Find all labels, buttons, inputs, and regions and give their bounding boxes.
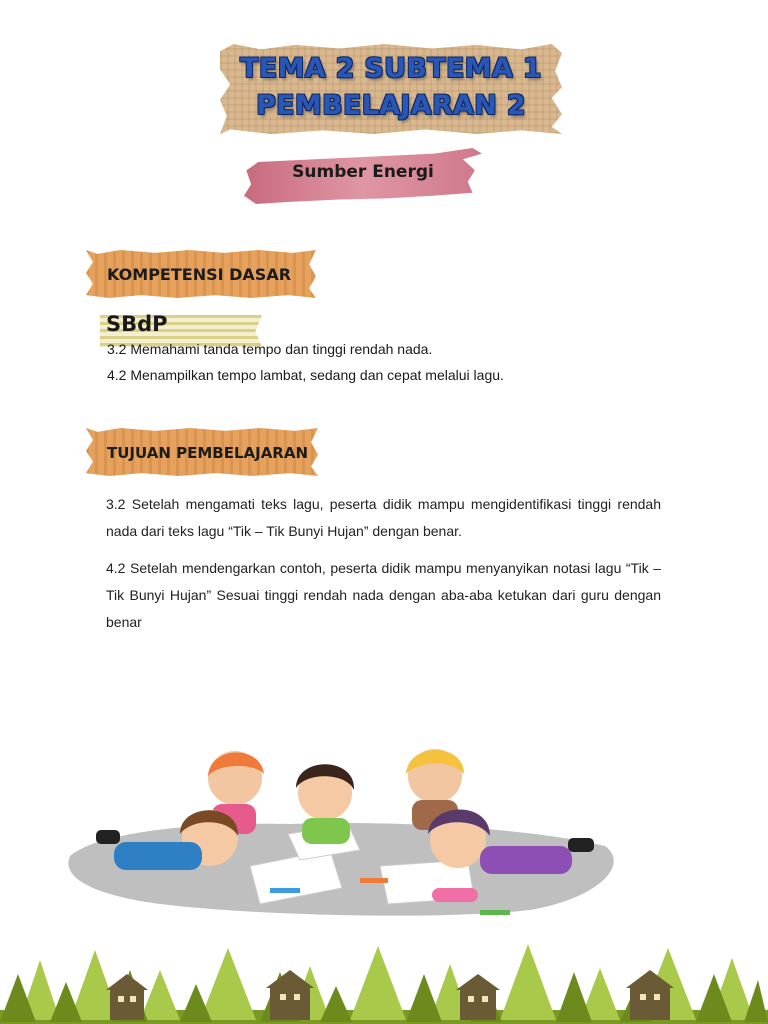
subject-tag: SBdP <box>106 312 168 336</box>
title-line-1: TEMA 2 SUBTEMA 1 <box>240 53 542 84</box>
tujuan-paragraph: 4.2 Setelah mendengarkan contoh, peserta didik mampu menyanyikan notasi lagu “Tik – Tik Bunyi Hujan” Sesuai tinggi rendah nada dengan aba-aba ketukan dari guru dengan benar <box>106 560 661 630</box>
kompetensi-item: 3.2 Memahami tanda tempo dan tinggi rendah nada. <box>107 341 433 357</box>
tujuan-heading: TUJUAN PEMBELAJARAN <box>107 444 309 462</box>
subtitle: Sumber Energi <box>292 162 434 182</box>
children-drawing-illustration <box>60 738 620 920</box>
forest-village-border <box>0 930 768 1024</box>
title-line-2: PEMBELAJARAN 2 <box>256 90 526 121</box>
kompetensi-item: 4.2 Menampilkan tempo lambat, sedang dan cepat melalui lagu. <box>107 367 504 383</box>
kompetensi-heading: KOMPETENSI DASAR <box>107 265 292 284</box>
page-title <box>220 50 562 124</box>
tujuan-paragraph: 3.2 Setelah mengamati teks lagu, peserta didik mampu mengidentifikasi tinggi rendah nada dari teks lagu “Tik – Tik Bunyi Hujan” dengan benar. <box>106 496 661 539</box>
